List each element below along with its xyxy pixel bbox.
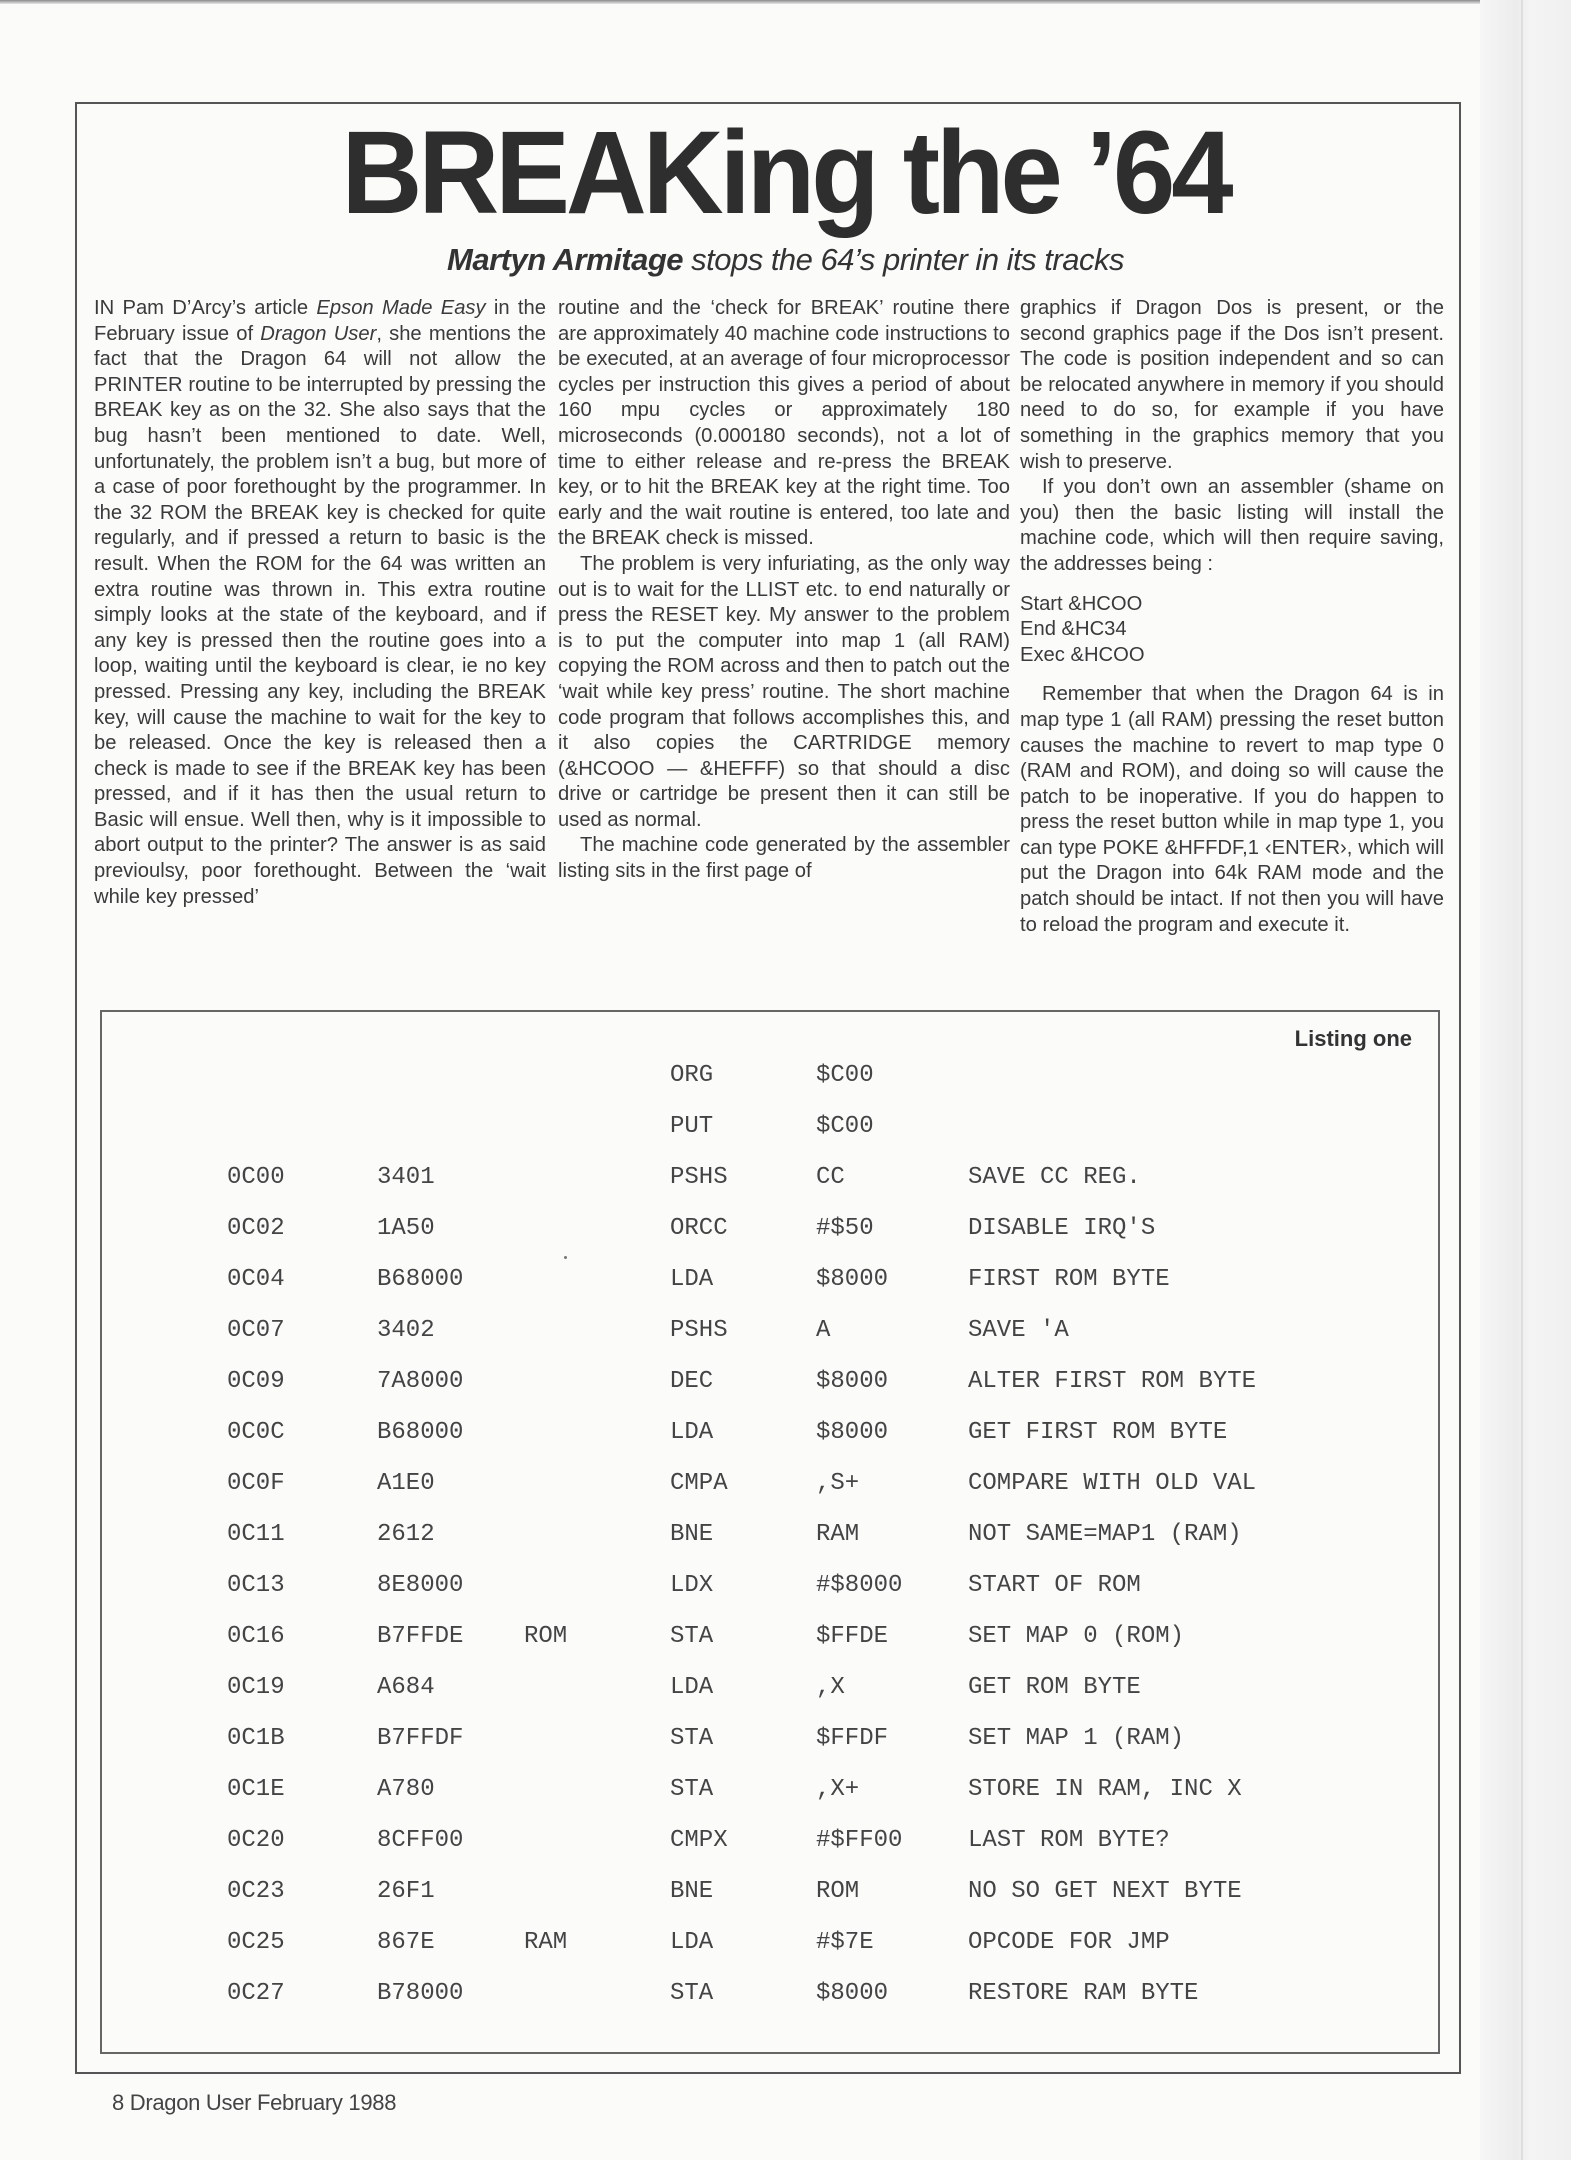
code-listing-box: [100, 1010, 1440, 2054]
listing-comment: SET MAP 1 (RAM): [968, 1725, 1185, 1752]
address-list: [1020, 592, 1444, 669]
listing-address: 0C09: [227, 1368, 285, 1395]
listing-comment: GET FIRST ROM BYTE: [968, 1419, 1228, 1446]
listing-opcode: STA: [670, 1776, 714, 1803]
listing-operand: $FFDE: [816, 1623, 889, 1650]
listing-comment: DISABLE IRQ'S: [968, 1215, 1156, 1242]
listing-comment: RESTORE RAM BYTE: [968, 1980, 1199, 2007]
listing-comment: SET MAP 0 (ROM): [968, 1623, 1185, 1650]
listing-opcode: BNE: [670, 1521, 714, 1548]
listing-operand: $8000: [816, 1368, 889, 1395]
listing-operand: RAM: [816, 1521, 860, 1548]
print-speck: [564, 1256, 567, 1259]
listing-operand: ,S+: [816, 1470, 860, 1497]
page-footer: 8 Dragon User February 1988: [112, 2090, 397, 2115]
article-column-1: [94, 296, 546, 910]
listing-opcode: STA: [670, 1725, 714, 1752]
listing-opcode: PSHS: [670, 1164, 728, 1191]
listing-machine-code: B7FFDF: [377, 1725, 464, 1752]
article-column-3: [1020, 296, 1444, 938]
paragraph: IN Pam D’Arcy’s article Epson Made Easy in the February issue of Dragon User, she mentions the fact that the Dragon 64 will not allow the PRINTER routine to be interrupted by pressing the BREAK key as on the 32. She also says that the bug hasn’t been mentioned to date. Well, unfortunately, the problem isn’t a bug, but more of a case of poor forethought by the programmer. In the 32 ROM the BREAK key is checked for quite regularly, and if pressed a return to basic is the result. When the ROM for the 64 was written an extra routine was thrown in. This extra routine simply looks at the state of the keyboard, and if any key is pressed then the routine goes into a loop, waiting until the keyboard is clear, ie no key pressed. Pressing any key, including the BREAK key, will cause the machine to wait for the key to be released. Once the key is released then a check is made to see if the BREAK key has been pressed, and if it has then the usual return to Basic will ensue. Well then, why is it impossible to abort output to the printer? The answer is as said previoulsy, poor forethought. Between the ‘wait while key pressed’: [94, 297, 546, 908]
listing-opcode: LDA: [670, 1929, 714, 1956]
listing-opcode: PUT: [670, 1113, 714, 1140]
listing-opcode: LDA: [670, 1419, 714, 1446]
listing-title: Listing one: [1294, 1026, 1412, 1051]
listing-machine-code: 1A50: [377, 1215, 435, 1242]
listing-address: 0C13: [227, 1572, 285, 1599]
listing-address: 0C02: [227, 1215, 285, 1242]
paragraph: Remember that when the Dragon 64 is in map type 1 (all RAM) pressing the reset button causes the machine to revert to map type 0 (RAM and ROM), and doing so will cause the patch to be inoperative. If you do happen to press the reset button while in map type 1, you can type POKE &HFFDF,1 ‹ENTER›, which will put the Dragon into 64k RAM mode and the patch should be intact. If not then you will have to reload the program and execute it.: [1020, 683, 1444, 936]
listing-comment: STORE IN RAM, INC X: [968, 1776, 1242, 1803]
listing-machine-code: B78000: [377, 1980, 464, 2007]
address-end: End &HC34: [1020, 618, 1127, 641]
listing-operand: #$50: [816, 1215, 874, 1242]
listing-opcode: STA: [670, 1623, 714, 1650]
listing-address: 0C0C: [227, 1419, 285, 1446]
listing-opcode: CMPX: [670, 1827, 728, 1854]
article-author: Martyn Armitage: [447, 242, 683, 277]
listing-address: 0C04: [227, 1266, 285, 1293]
listing-machine-code: 3402: [377, 1317, 435, 1344]
listing-address: 0C25: [227, 1929, 285, 1956]
listing-comment: OPCODE FOR JMP: [968, 1929, 1170, 1956]
listing-address: 0C1B: [227, 1725, 285, 1752]
assembly-listing: [102, 1012, 1438, 2052]
listing-comment: NO SO GET NEXT BYTE: [968, 1878, 1242, 1905]
article-title: BREAKing the ’64: [341, 106, 1230, 239]
listing-address: 0C07: [227, 1317, 285, 1344]
listing-address: 0C23: [227, 1878, 285, 1905]
listing-address: 0C20: [227, 1827, 285, 1854]
paragraph: The problem is very infuriating, as the only way out is to wait for the LLIST etc. to end naturally or press the RESET key. My answer to the problem is to put the computer into map 1 (all RAM) copying the ROM across and then to patch out the ‘wait while key press’ routine. The short machine code program that follows accomplishes this, and it also copies the CARTRIDGE memory (&HCOOO — &HEFFF) so that should a disc drive or cartridge be present then it can still be used as normal.: [558, 552, 1010, 831]
listing-opcode: ORG: [670, 1062, 714, 1089]
listing-machine-code: A684: [377, 1674, 435, 1701]
listing-operand: CC: [816, 1164, 845, 1191]
magazine-name: Dragon User: [260, 322, 377, 345]
listing-address: 0C19: [227, 1674, 285, 1701]
listing-operand: $8000: [816, 1266, 889, 1293]
listing-label: ROM: [524, 1623, 568, 1650]
article-subtitle: [0, 240, 1571, 280]
listing-operand: #$7E: [816, 1929, 874, 1956]
listing-machine-code: 7A8000: [377, 1368, 464, 1395]
listing-opcode: LDA: [670, 1674, 714, 1701]
address-start: Start &HCOO: [1020, 592, 1143, 615]
listing-comment: LAST ROM BYTE?: [968, 1827, 1170, 1854]
listing-comment: START OF ROM: [968, 1572, 1141, 1599]
article-strapline: stops the 64’s printer in its tracks: [683, 242, 1124, 277]
listing-operand: A: [816, 1317, 831, 1344]
address-exec: Exec &HCOO: [1020, 643, 1145, 666]
listing-machine-code: 26F1: [377, 1878, 435, 1905]
listing-operand: $C00: [816, 1062, 874, 1089]
listing-address: 0C0F: [227, 1470, 285, 1497]
listing-machine-code: 3401: [377, 1164, 435, 1191]
listing-address: 0C1E: [227, 1776, 285, 1803]
page-top-edge: [0, 0, 1571, 4]
listing-opcode: PSHS: [670, 1317, 728, 1344]
listing-machine-code: B68000: [377, 1266, 464, 1293]
listing-comment: SAVE 'A: [968, 1317, 1069, 1344]
listing-machine-code: 867E: [377, 1929, 435, 1956]
listing-machine-code: B7FFDE: [377, 1623, 464, 1650]
listing-operand: #$FF00: [816, 1827, 903, 1854]
listing-comment: COMPARE WITH OLD VAL: [968, 1470, 1257, 1497]
article-column-2: [558, 296, 1010, 885]
page-gutter: [1480, 0, 1571, 2160]
listing-label: RAM: [524, 1929, 568, 1956]
listing-opcode: ORCC: [670, 1215, 728, 1242]
listing-opcode: CMPA: [670, 1470, 728, 1497]
listing-comment: FIRST ROM BYTE: [968, 1266, 1170, 1293]
listing-operand: $C00: [816, 1113, 874, 1140]
listing-address: 0C00: [227, 1164, 285, 1191]
listing-operand: ROM: [816, 1878, 860, 1905]
listing-comment: ALTER FIRST ROM BYTE: [968, 1368, 1257, 1395]
paragraph: routine and the ‘check for BREAK’ routine there are approximately 40 machine code instructions to be executed, at an average of four microprocessor cycles per instruction this gives a period of about 160 mpu cycles or approximately 180 microseconds (0.000180 seconds), not a lot of time to either release and re-press the BREAK key, or to hit the BREAK key at the right time. Too early and the wait routine is entered, too late and the BREAK check is missed.: [558, 297, 1010, 550]
listing-operand: ,X: [816, 1674, 845, 1701]
listing-opcode: LDX: [670, 1572, 714, 1599]
listing-machine-code: 8CFF00: [377, 1827, 464, 1854]
listing-operand: #$8000: [816, 1572, 903, 1599]
listing-operand: $8000: [816, 1419, 889, 1446]
listing-opcode: STA: [670, 1980, 714, 2007]
listing-comment: GET ROM BYTE: [968, 1674, 1141, 1701]
listing-machine-code: B68000: [377, 1419, 464, 1446]
cited-article-title: Epson Made Easy: [316, 297, 486, 319]
listing-operand: $FFDF: [816, 1725, 889, 1752]
listing-opcode: DEC: [670, 1368, 714, 1395]
listing-operand: $8000: [816, 1980, 889, 2007]
listing-comment: NOT SAME=MAP1 (RAM): [968, 1521, 1242, 1548]
listing-machine-code: A780: [377, 1776, 435, 1803]
listing-address: 0C16: [227, 1623, 285, 1650]
listing-machine-code: 8E8000: [377, 1572, 464, 1599]
listing-machine-code: A1E0: [377, 1470, 435, 1497]
listing-opcode: LDA: [670, 1266, 714, 1293]
listing-address: 0C11: [227, 1521, 285, 1548]
page-gutter-line: [1521, 0, 1523, 2160]
listing-address: 0C27: [227, 1980, 285, 2007]
listing-operand: ,X+: [816, 1776, 860, 1803]
paragraph: The machine code generated by the assembler listing sits in the first page of: [558, 834, 1010, 883]
paragraph: If you don’t own an assembler (shame on you) then the basic listing will install the machine code, which will then require saving, the addresses being :: [1020, 476, 1444, 575]
listing-machine-code: 2612: [377, 1521, 435, 1548]
listing-opcode: BNE: [670, 1878, 714, 1905]
paragraph: graphics if Dragon Dos is present, or the second graphics page if the Dos isn’t present. The code is position independent and so can be relocated anywhere in memory if you should need to do so, for example if you have something in the graphics memory that you wish to preserve.: [1020, 297, 1444, 473]
listing-comment: SAVE CC REG.: [968, 1164, 1141, 1191]
